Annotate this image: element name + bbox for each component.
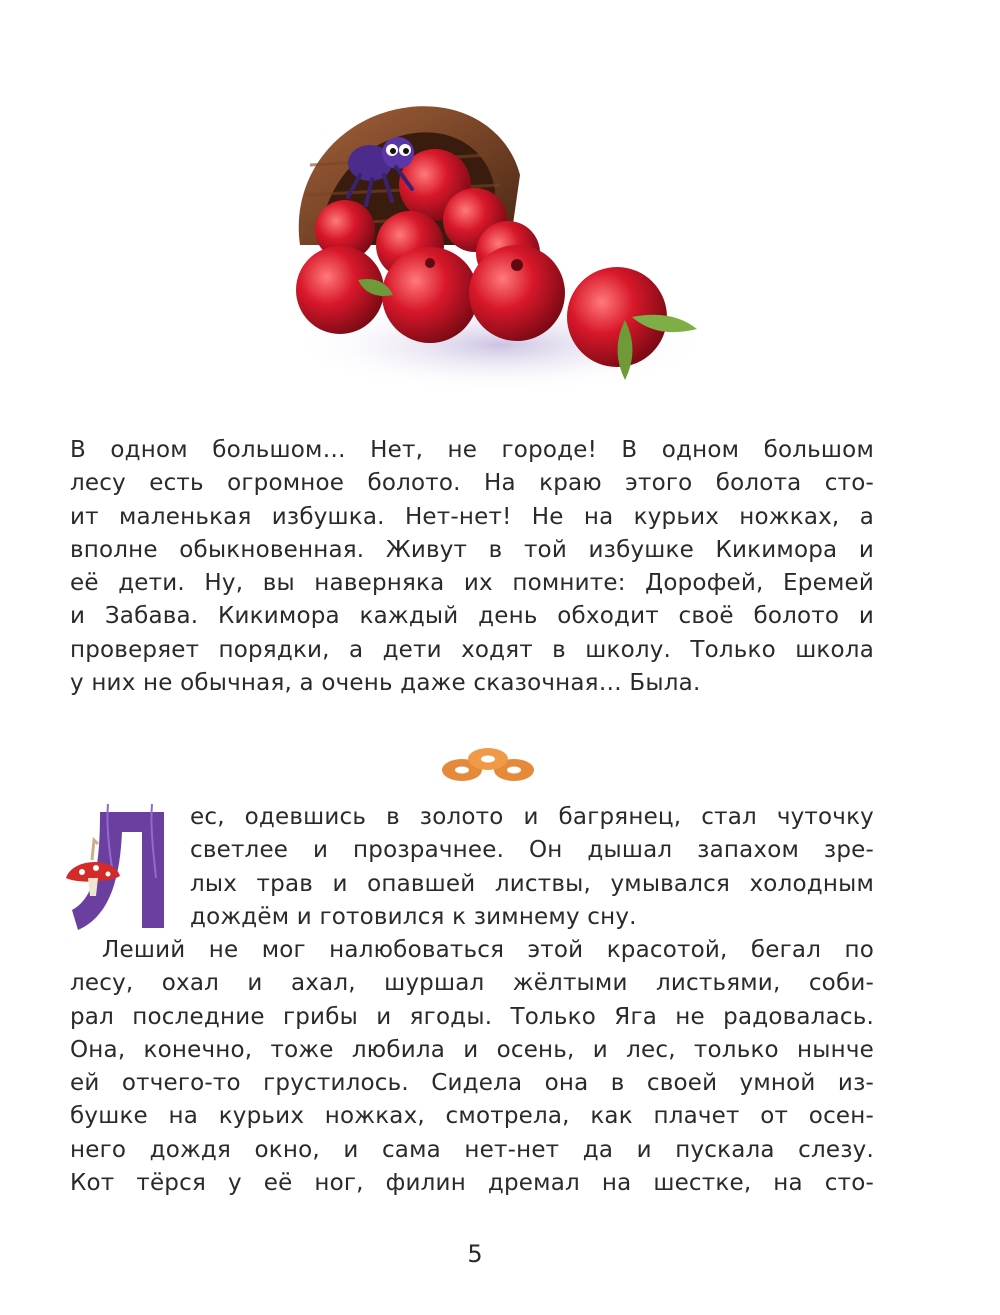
text-line: дождём и готовился к зимнему сну. xyxy=(190,903,637,930)
bagels-ornament-icon xyxy=(436,742,540,786)
text-line: рал последние грибы и ягоды. Только Яга не радовалась. xyxy=(70,1003,874,1030)
text-line: её дети. Ну, вы наверняка их помните: Дорофей, Еремей xyxy=(70,570,874,597)
page-number: 5 xyxy=(467,1240,483,1268)
text-line: лесу есть огромное болото. На краю этого болота сто- xyxy=(70,470,874,497)
text-line: Она, конечно, тоже любила и осень, и лес, только нынче xyxy=(70,1036,874,1063)
text-line: лесу, охал и ахал, шуршал жёлтыми листьями, соби- xyxy=(70,970,874,997)
text-line: и Забава. Кикимора каждый день обходит своё болото и xyxy=(70,603,874,630)
text-line: него дождя окно, и сама нет-нет да и пускала слезу. xyxy=(70,1136,874,1163)
text-line: проверяет порядки, а дети ходят в школу. Только школа xyxy=(70,636,874,663)
text-line: у них не обычная, а очень даже сказочная… Была. xyxy=(70,670,701,697)
text-line: ит маленькая избушка. Нет-нет! Не на курьих ножках, а xyxy=(70,503,874,530)
text-line: ес, одевшись в золото и багрянец, стал чуточку xyxy=(190,804,874,830)
apples-illustration xyxy=(280,95,720,405)
text-line: ей отчего-то грустилось. Сидела она в своей умной из- xyxy=(70,1070,874,1097)
dropcap-paragraph xyxy=(190,801,874,934)
main-paragraph xyxy=(70,934,874,1200)
text-line: светлее и прозрачнее. Он дышал запахом зре- xyxy=(190,837,874,864)
dropcap-letter xyxy=(64,798,182,936)
text-line: лых трав и опавшей листвы, умывался холодным xyxy=(190,870,874,897)
text-line: бушке на курьих ножках, смотрела, как плачет от осен- xyxy=(70,1103,874,1130)
text-line: Кот тёрся у её ног, филин дремал на шестке, на сто- xyxy=(70,1170,874,1197)
intro-paragraph xyxy=(70,434,874,700)
text-line: В одном большом… Нет, не городе! В одном большом xyxy=(70,437,874,463)
text-line: вполне обыкновенная. Живут в той избушке Кикимора и xyxy=(70,536,874,563)
text-line: Леший не мог налюбоваться этой красотой, бегал по xyxy=(102,937,874,963)
